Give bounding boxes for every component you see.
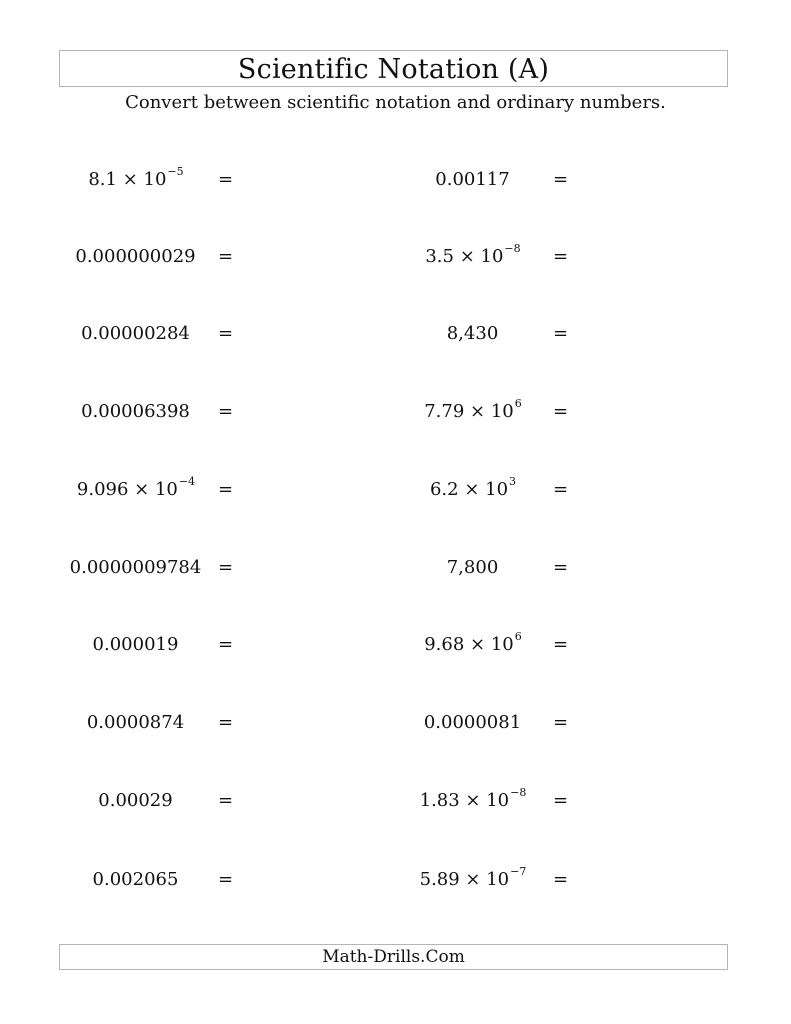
problem-right-expression: 7,800 [446, 557, 499, 578]
equals-sign: = [218, 479, 234, 500]
equals-sign: = [218, 557, 234, 578]
equals-sign: = [218, 169, 234, 190]
problem-left-expression: 0.000000029 [75, 246, 196, 267]
equals-sign: = [553, 712, 569, 733]
equals-sign: = [553, 869, 569, 890]
problem-right-expression: $1.83 \times 10^{-8}$ [419, 786, 527, 811]
problem-right-expression: $5.89 \times 10^{-7}$ [419, 865, 527, 890]
equals-sign: = [553, 479, 569, 500]
problem-right-expression: $6.2 \times 10^3$ [429, 475, 517, 500]
problem-row-4 [0, 397, 791, 427]
problem-right-expression: 0.00117 [435, 169, 510, 190]
problem-left-expression: 0.00000284 [81, 323, 190, 344]
equals-sign: = [553, 634, 569, 655]
footer-site-name: Math-Drills.Com [322, 947, 465, 967]
problem-row-1 [0, 165, 791, 195]
problem-left-expression: 0.0000009784 [69, 557, 202, 578]
problem-right-expression: $3.5 \times 10^{-8}$ [425, 242, 521, 267]
worksheet-title: Scientific Notation (A) [237, 54, 550, 85]
problem-row-2 [0, 242, 791, 272]
equals-sign: = [553, 323, 569, 344]
problem-left-expression: 0.00029 [98, 790, 173, 811]
problem-right-expression: $7.79 \times 10^6$ [424, 397, 522, 422]
problem-left-expression: 0.000019 [92, 634, 179, 655]
equals-sign: = [218, 401, 234, 422]
problem-left-expression: 0.0000874 [86, 712, 185, 733]
equals-sign: = [218, 869, 234, 890]
problem-right-expression: 8,430 [446, 323, 499, 344]
problem-row-8 [0, 708, 791, 738]
equals-sign: = [218, 712, 234, 733]
equals-sign: = [553, 169, 569, 190]
problem-right-expression: $9.68 \times 10^6$ [424, 630, 522, 655]
problem-left-expression: 0.00006398 [81, 401, 190, 422]
problem-right-expression: 0.0000081 [423, 712, 522, 733]
problem-row-7 [0, 630, 791, 660]
problem-row-10 [0, 865, 791, 895]
equals-sign: = [218, 790, 234, 811]
equals-sign: = [553, 790, 569, 811]
equals-sign: = [553, 557, 569, 578]
equals-sign: = [553, 246, 569, 267]
worksheet-instructions: Convert between scientific notation and ordinary numbers. [125, 92, 666, 113]
problem-left-expression: $8.1 \times 10^{-5}$ [88, 165, 184, 190]
problem-row-9 [0, 786, 791, 816]
equals-sign: = [218, 246, 234, 267]
equals-sign: = [553, 401, 569, 422]
problem-row-5 [0, 475, 791, 505]
problem-row-3 [0, 319, 791, 349]
equals-sign: = [218, 634, 234, 655]
equals-sign: = [218, 323, 234, 344]
problem-left-expression: $9.096 \times 10^{-4}$ [76, 475, 196, 500]
problem-left-expression: 0.002065 [92, 869, 179, 890]
problem-row-6 [0, 553, 791, 583]
footer-box [59, 944, 728, 970]
